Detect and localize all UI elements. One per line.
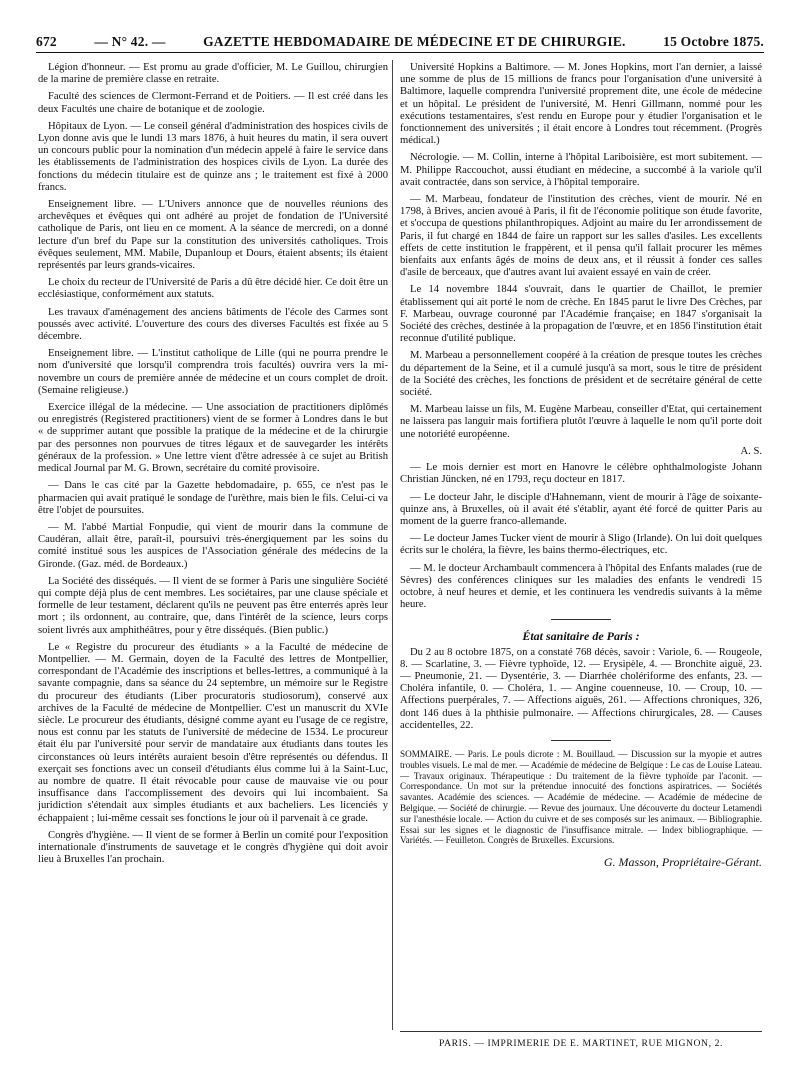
- sanitary-text: Du 2 au 8 octobre 1875, on a constaté 768 décès, savoir : Variole, 6. — Rougeole, 8. — Scarlatine, 3. — Fièvre typhoïde, 12. — Erysipèle, 4. — Bronchite aiguë, 23. — Pneumonie, 21. — Dysentérie, 3. — Diarrhée cholériforme des enfants, 23. — Choléra infantile, 0. — Choléra, 1. — Angine couenneuse, 10. — Croup, 10. — Affections puerpérales, 7. — Affections aiguës, 261. — Affections chroniques, 326, dont 146 dues à la phthisie pulmonaire. — Affections chirurgicales, 28. — Causes accidentelles, 22.: [400, 646, 762, 731]
- paragraph: Exercice illégal de la médecine. — Une association de practitioners diplômés ou enregistrés (Registered practitioners) vient de se former à Londres dans le but « de supprimer autant que possible la pratique de la médecine et de la chirurgie par des personnes non pourvues de titres légaux et de sauvegarder les intérêts généraux de la profession. » Une lettre vient d'être adressée à ce sujet au British medical Journal par M. G. Brown, secrétaire du comité provisoire.: [38, 402, 388, 475]
- paragraph: Le 14 novembre 1844 s'ouvrait, dans le quartier de Chaillot, le premier établissement qui ait porté le nom de crèche. En 1845 parut le livre Des Crèches, par F. Marbeau, ouvrage couronné par l'Académie française; en 1847 s'organisait la Société des crèches, destinée à la propagation de l'œuvre, et en 1856 l'institution était reconnue d'utilité publique.: [400, 284, 762, 345]
- running-header: [36, 28, 764, 50]
- paragraph: M. Marbeau a personnellement coopéré à la création de presque toutes les crèches du département de la Seine, et il a cumulé jusqu'à sa mort, sous le titre de président de la Société des crèches, les fonctions de président et de secrétaire général de cette société.: [400, 350, 762, 399]
- paragraph: Hôpitaux de Lyon. — Le conseil général d'administration des hospices civils de Lyon donne avis que le lundi 13 mars 1876, à huit heures du matin, il sera ouvert un concours public pour la nomination d'un médecin appelé à faire le service dans les établissements de l'administration des hospices civils de Lyon. La durée des fonctions du médecin titulaire est de quinze ans ; le traitement est fixé à 2000 francs.: [38, 120, 388, 193]
- section-separator: [551, 619, 611, 620]
- paragraph: — M. l'abbé Martial Fonpudie, qui vient de mourir dans la commune de Caudéran, allait être, paraît-il, poursuivi très-énergiquement par les soins du comité institué sous les auspices de l'Association générale des médecins de la Gironde. (Gaz. méd. de Bordeaux.): [38, 521, 388, 570]
- paragraph: Université Hopkins a Baltimore. — M. Jones Hopkins, mort l'an dernier, a laissé une somme de plus de 15 millions de francs pour l'organisation d'une université à Baltimore, laquelle comprendra l'université proprement dite, une école de médecine et un hôpital. Le président de l'université, M. Henri Gillmann, nommé pour les exécutions testamentaires, s'est rendu en Europe pour y étudier l'organisation et le fonctionnement des universités ; il était encore à Londres tout récemment. (Progrès médical.): [400, 62, 762, 147]
- paragraph: Congrès d'hygiène. — Il vient de se former à Berlin un comité pour l'exposition internationale d'instruments de sauvetage et le congrès d'hygiène qui doit avoir lieu à Bruxelles l'an prochain.: [38, 829, 388, 866]
- paragraph: — Dans le cas cité par la Gazette hebdomadaire, p. 655, ce n'est pas le pharmacien qui avait pratiqué le sondage de l'urèthre, mais bien le fils. Celui-ci va être l'objet de poursuites.: [38, 480, 388, 516]
- paragraph: — Le docteur James Tucker vient de mourir à Sligo (Irlande). On lui doit quelques écrits sur le choléra, la fièvre, les bains thermo-électriques, etc.: [400, 533, 762, 557]
- header-rule: [36, 52, 764, 53]
- paragraph: Enseignement libre. — L'Univers annonce que de nouvelles réunions des archevêques et évêques qui ont adhéré au projet de fondation de l'Université catholique de Paris, ont lieu en ce moment. A la séance de mercredi, on a donné lecture d'un bref du Pape sur la constitution des universités catholiques. Trois évêques seulement, MM. Mabile, Dupanloup et Dours, étaient absents; ils étaient représentés par leurs grands-vicaires.: [38, 199, 388, 272]
- paragraph: Enseignement libre. — L'institut catholique de Lille (qui ne pourra prendre le nom d'université que lorsqu'il comprendra trois facultés) ouvrira vers la mi-novembre un cours de première année de médecine et un cours complet de droit. (Semaine religieuse.): [38, 348, 388, 396]
- left-column: [38, 62, 388, 871]
- paragraph: — Le docteur Jahr, le disciple d'Hahnemann, vient de mourir à l'âge de soixante-quinze ans, à Bruxelles, où il avait été s'établir, ayant été forcé de quitter Paris au moment de la guerre franco-allemande.: [400, 491, 762, 527]
- column-divider: [392, 60, 393, 1030]
- issue-date: 15 Octobre 1875.: [663, 34, 764, 49]
- paragraph: Les travaux d'aménagement des anciens bâtiments de l'école des Carmes sont poussés avec activité. L'ouverture des cours des diverses Facultés est fixée au 5 décembre.: [38, 306, 388, 343]
- page-number: 672: [36, 34, 57, 49]
- paragraph: — Le mois dernier est mort en Hanovre le célèbre ophthalmologiste Johann Christian Jüncken, né en 1793, reçu docteur en 1817.: [400, 462, 762, 486]
- paragraph: Faculté des sciences de Clermont-Ferrand et de Poitiers. — Il est créé dans les deux Facultés une chaire de botanique et de zoologie.: [38, 91, 388, 115]
- paragraph: — M. Marbeau, fondateur de l'institution des crèches, vient de mourir. Né en 1798, à Brives, ancien avoué à Paris, il fit de l'économie politique son étude favorite, et s'occupa de questions philanthropiques. Adjoint au maire du Ier arrondissement de Paris, il fut chargé en 1844 de faire un rapport sur les salles d'asiles. Les excellents effets de cette institution le frappèrent, et il pensa qu'il fallait procurer les mêmes bienfaits aux enfants âgés de moins de deux ans, et il réussit à fonder ces salles d'asile de berceaux, que d'autres avant lui avaient essayé en vain de créer.: [400, 194, 762, 279]
- printer-imprint: PARIS. — IMPRIMERIE DE E. MARTINET, RUE MIGNON, 2.: [439, 1038, 723, 1049]
- summary-text: SOMMAIRE. — Paris. Le pouls dicrote : M. Bouillaud. — Discussion sur la myopie et autres troubles visuels. Le mal de mer. — Académie de médecine de Belgique : Le cas de Louise Lateau. — Travaux originaux. Thérapeutique : Du traitement de la fièvre typhoïde par l'aconit. — Correspondance. Un mot sur la prétendue innocuité des fonctions aspiratrices. — Sociétés savantes. Académie des sciences. — Académie de médecine. — Académie de médecine de Belgique. — Société de chirurgie. — Revue des journaux. Une découverte du docteur Letamendi sur l'anesthésie locale. — Action du cuivre et de ses composés sur les animaux. — Bibliographie. Essai sur les signes et le diagnostic de l'insuffisance mitrale. — Index bibliographique. — Variétés. — Feuilleton. Congrès de Bruxelles. Excursions.: [400, 748, 762, 846]
- paragraph: Légion d'honneur. — Est promu au grade d'officier, M. Le Guillou, chirurgien de la marine de première classe en retraite.: [38, 62, 388, 86]
- publisher-signature: G. Masson, Propriétaire-Gérant.: [603, 855, 762, 870]
- paragraph: Nécrologie. — M. Collin, interne à l'hôpital Lariboisière, est mort subitement. — M. Philippe Raccouchot, aussi étudiant en médecine, a succombé à la variole qu'il avait contractée, dans son service, à l'hôpital temporaire.: [400, 152, 762, 188]
- footer-rule: [400, 1031, 762, 1032]
- paragraph: M. Marbeau laisse un fils, M. Eugène Marbeau, conseiller d'Etat, qui certainement ne laissera pas languir mais fortifiera plutôt l'œuvre à laquelle le nom qu'il porte doit une notoriété européenne.: [400, 404, 762, 440]
- author-initials: A. S.: [740, 445, 762, 457]
- paragraph: La Société des disséqués. — Il vient de se former à Paris une singulière Société qui compte déjà plus de cent membres. Les sociétaires, par une clause spéciale et formelle de leur testament, déclarent qu'ils ne peuvent pas être enterrés après leur mort ; ils ordonnent, au contraire, que, dans l'intérêt de la science, leurs corps soient livrés aux amphithéâtres, pour y être disséqués. (Bien public.): [38, 575, 388, 636]
- right-column: [400, 62, 762, 873]
- issue-number: — N° 42. —: [94, 34, 166, 49]
- section-separator: [551, 740, 611, 741]
- sanitary-title: État sanitaire de Paris :: [522, 629, 640, 644]
- paragraph: — M. le docteur Archambault commencera à l'hôpital des Enfants malades (rue de Sèvres) des conférences cliniques sur les maladies des enfants le vendredi 15 octobre, à neuf heures et demie, et les continuera les vendredis suivants à la même heure.: [400, 562, 762, 611]
- paragraph: Le choix du recteur de l'Université de Paris a dû être décidé hier. Ce doit être un ecclésiastique, conformément aux statuts.: [38, 277, 388, 301]
- paragraph: Le « Registre du procureur des étudiants » a la Faculté de médecine de Montpellier. — M. Germain, doyen de la Faculté des lettres de Montpellier, correspondant de l'Académie des inscriptions et belles-lettres, a communiqué à la savante compagnie, dans sa séance du 24 septembre, un mémoire sur le Registre du procureur des étudiants (Liber procuratoris studiosorum), conservé aux archives de la Faculté de médecine de Montpellier. C'est un manuscrit du XVIe siècle. Le procureur des étudiants, désigné comme ayant eu l'usage de ce registre, nous est connu par les statuts de l'université de médecine de 1534. Le procureur était élu par l'université pour servir de mandataire aux étudiants dans toutes les circonstances où leurs intérêts auraient besoin d'être représentés ou défendus. Il exerçait ses fonctions avec un conseil d'étudiants élus comme lui à la Saint-Luc, au nombre de quatre. Il était révocable pour cause de mauvaise vie ou pour insuffisance dans l'accomplissement des devoirs qui lui incombaient. Sa juridiction s'étendait aux simples étudiants et aux bacheliers. Les licenciés y échappaient ; lui-même cessait ses fonctions le jour où il parvenait à ce grade.: [38, 641, 388, 824]
- journal-title: GAZETTE HEBDOMADAIRE DE MÉDECINE ET DE CHIRURGIE.: [203, 34, 626, 49]
